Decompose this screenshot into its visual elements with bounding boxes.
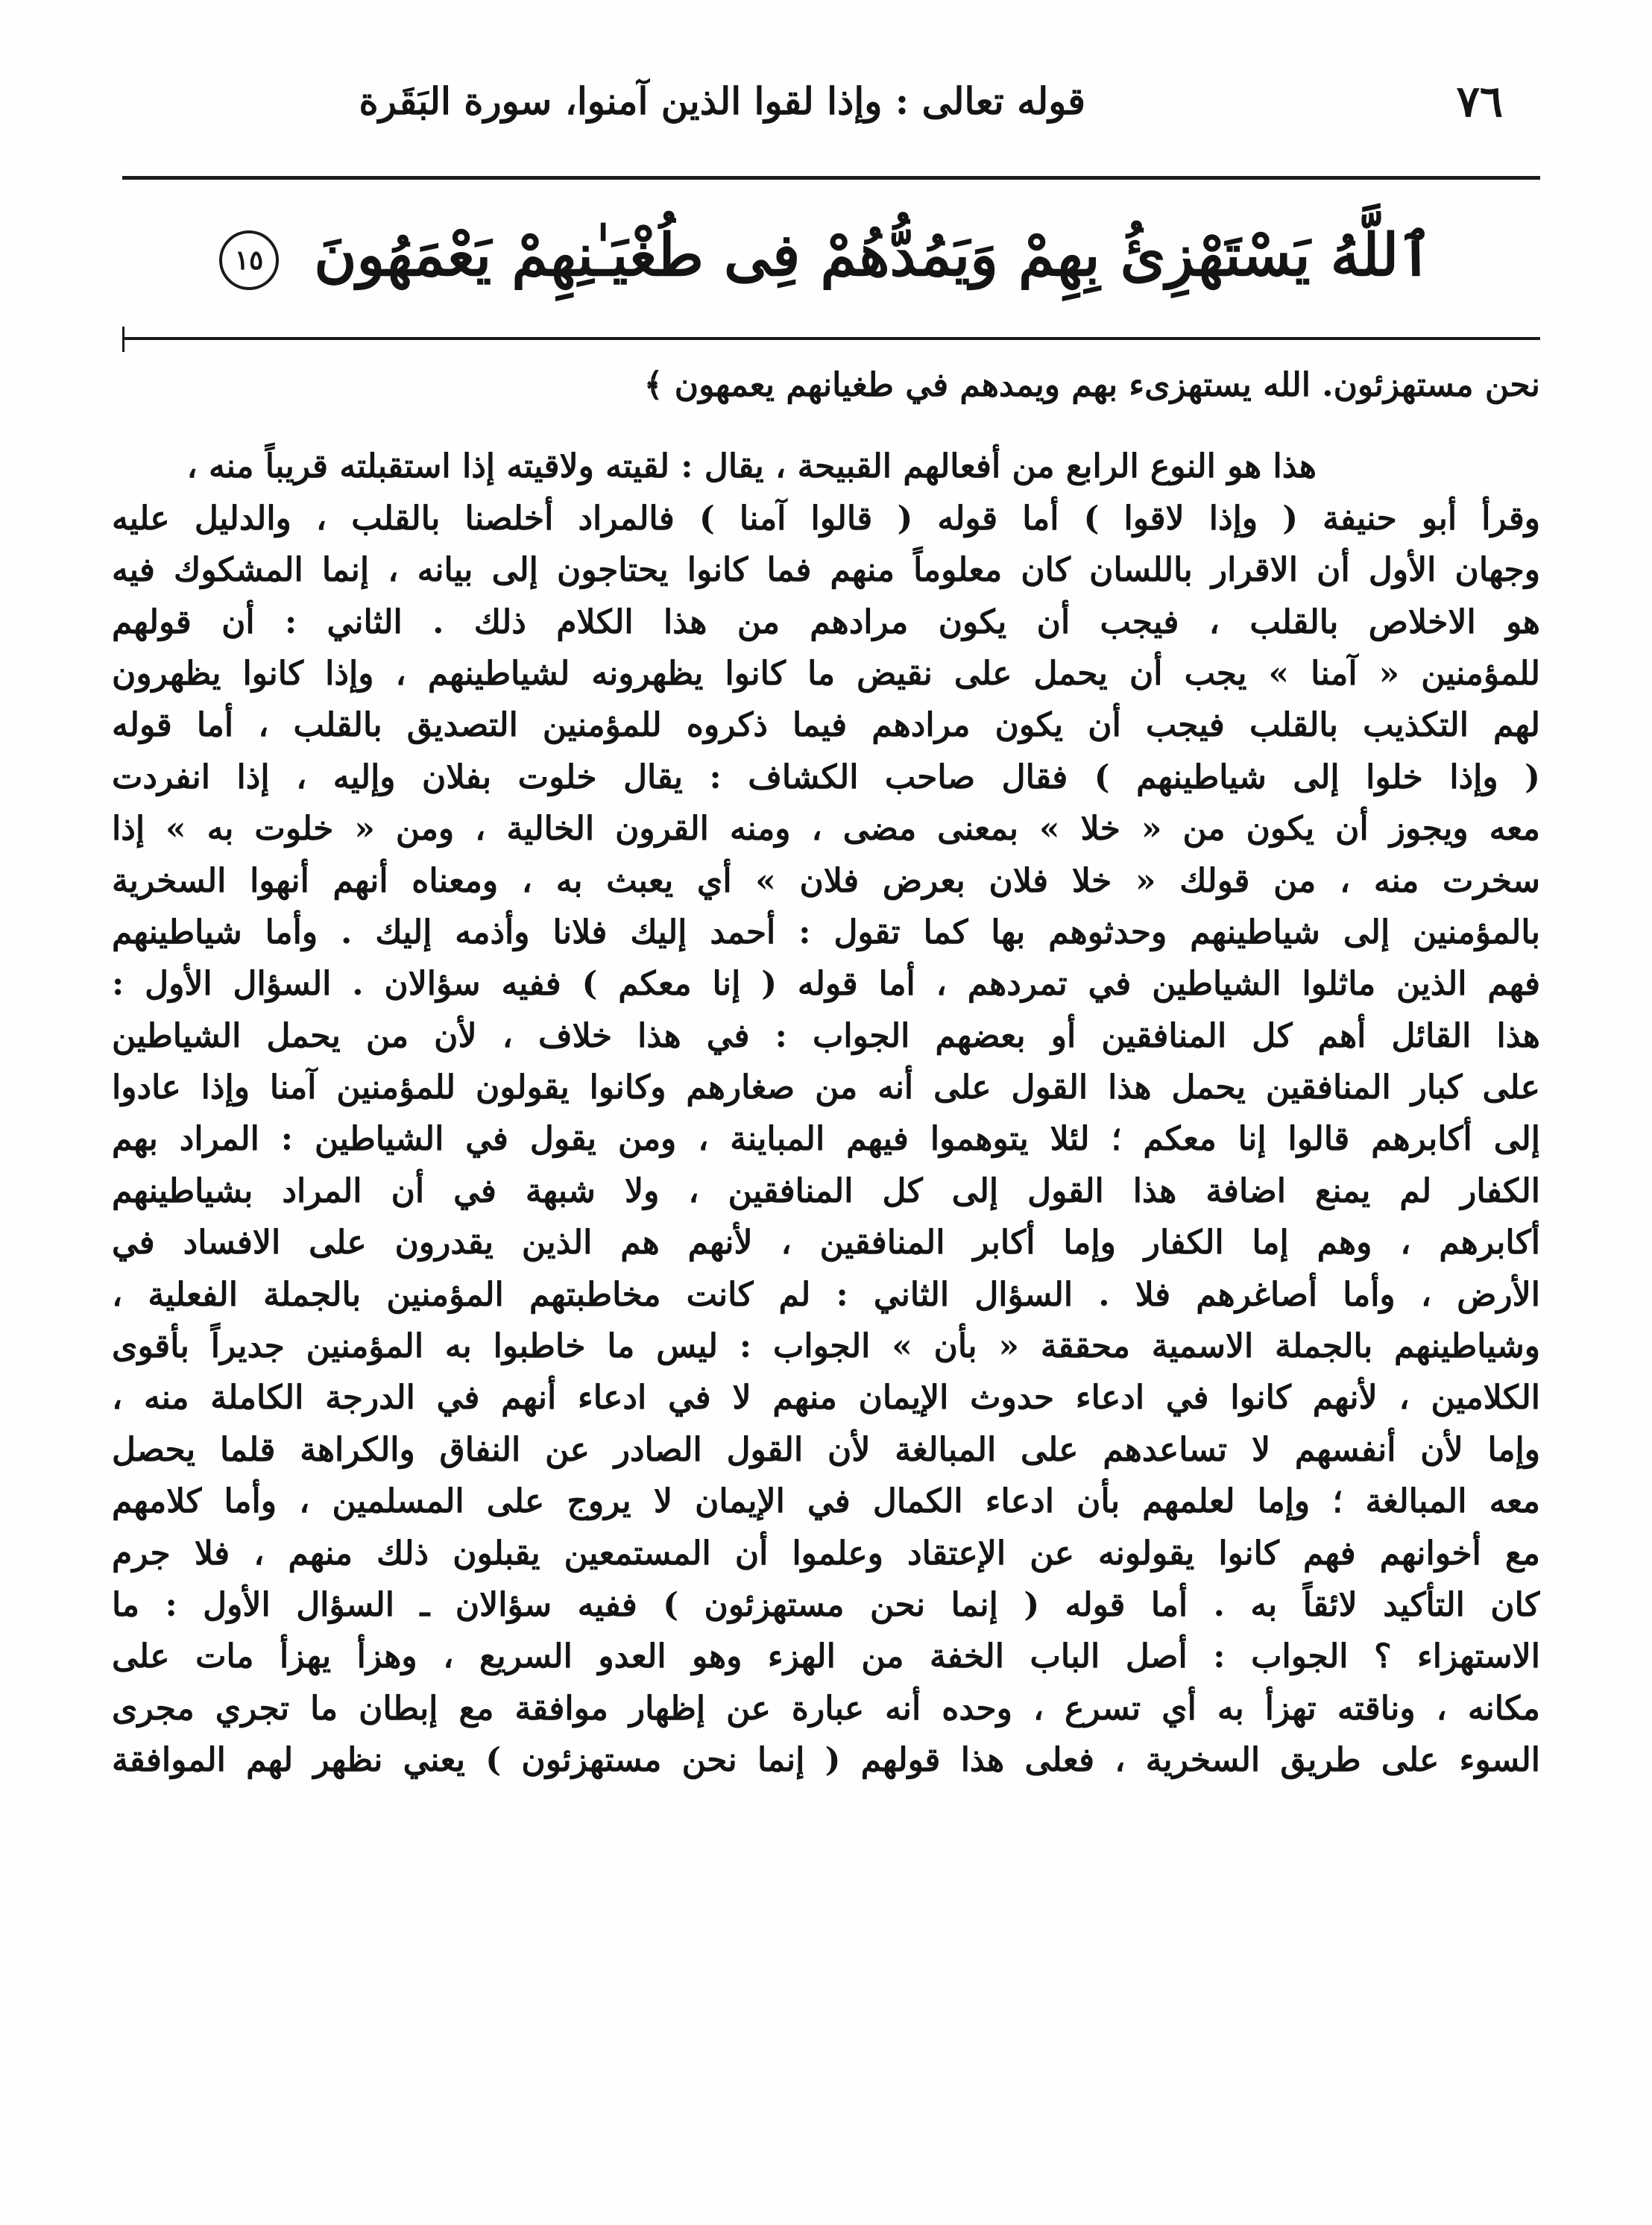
text-line xyxy=(112,1787,1540,1838)
text-line: فهم الذين ماثلوا الشياطين في تمردهم ، أما قوله ( إنا معكم ) ففيه سؤالان . السؤال الأول : xyxy=(112,965,1540,1004)
text-line: على كبار المنافقين يحمل هذا القول على أنه من صغارهم وكانوا يقولون للمؤمنين آمنا وإذا عادوا xyxy=(112,1069,1540,1107)
ayah-number-marker: ١٥ xyxy=(219,230,279,290)
text-line: ( وإذا خلوا إلى شياطينهم ) فقال صاحب الكشاف : يقال خلوت بفلان وإليه ، إذا انفردت xyxy=(112,758,1540,796)
running-title: قوله تعالى : وإذا لقوا الذين آمنوا، سورة البَقَرة xyxy=(359,79,1085,123)
text-line: هو الاخلاص بالقلب ، فيجب أن يكون مرادهم من هذا الكلام ذلك . الثاني : أن قولهم xyxy=(112,602,1540,641)
running-header xyxy=(112,69,1540,136)
text-line: مع أخوانهم فهم كانوا يقولونه عن الإعتقاد وعلموا أن المستمعين يقبلون ذلك منهم ، فلا جرم xyxy=(112,1534,1540,1573)
verse-text: ٱللَّهُ يَسْتَهْزِئُ بِهِمْ وَيَمُدُّهُمْ فِى طُغْيَـٰنِهِمْ يَعْمَهُونَ xyxy=(314,221,1433,289)
text-line: الكلامين ، لأنهم كانوا في ادعاء حدوث الإيمان منهم لا في ادعاء أنهم في الدرجة الكاملة منه ، xyxy=(112,1379,1540,1417)
text-line: هذا القائل أهم كل المنافقين أو بعضهم الجواب : في هذا خلاف ، لأن من يحمل الشياطين xyxy=(112,1016,1540,1055)
text-line: وشياطينهم بالجملة الاسمية محققة « بأن » الجواب : ليس ما خاطبوا به المؤمنين جديراً بأقوى xyxy=(112,1327,1540,1366)
text-line: سخرت منه ، من قولك « خلا فلان بعرض فلان » أي يعبث به ، ومعناه أنهم أنهوا السخرية xyxy=(112,861,1540,900)
text-line: إلى أكابرهم قالوا إنا معكم ؛ لئلا يتوهموا فيهم المباينة ، ومن يقول في الشياطين : المراد بهم xyxy=(112,1120,1540,1159)
text-line: معه ويجوز أن يكون من « خلا » بمعنى مضى ، ومنه القرون الخالية ، ومن « خلوت به » إذا xyxy=(112,810,1540,849)
quran-verse xyxy=(112,200,1540,312)
text-line: نحن مستهزئون. الله يستهزىء بهم ويمدهم في طغيانهم يعمهون ﴾ xyxy=(643,366,1540,404)
text-line: هذا هو النوع الرابع من أفعالهم القبيحة ، يقال : لقيته ولاقيته إذا استقبلته قريباً منه ، xyxy=(186,447,1317,486)
text-line: مكانه ، وناقته تهزأ به أي تسرع ، وحده أنه عبارة عن إظهار موافقة مع إبطان ما تجري مجرى xyxy=(112,1689,1540,1728)
text-line: الكفار لم يمنع اضافة هذا القول إلى كل المنافقين ، ولا شبهة في أن المراد بشياطينهم xyxy=(112,1171,1540,1210)
verse-divider xyxy=(122,337,1540,340)
text-line: كان التأكيد لائقاً به . أما قوله ( إنما نحن مستهزئون ) ففيه سؤالان ـ السؤال الأول : ما xyxy=(112,1585,1540,1624)
text-line: بالمؤمنين إلى شياطينهم وحدثوهم بها كما تقول : أحمد إليك فلانا وأذمه إليك . وأما شياطينهم xyxy=(112,913,1540,951)
text-line: وإما لأن أنفسهم لا تساعدهم على المبالغة لأن القول الصادر عن النفاق والكراهة قلما يحصل xyxy=(112,1430,1540,1469)
text-line: أكابرهم ، وهم إما الكفار وإما أكابر المنافقين ، لأنهم هم الذين يقدرون على الافساد في xyxy=(112,1224,1540,1262)
text-line: الأرض ، وأما أصاغرهم فلا . السؤال الثاني : لم كانت مخاطبتهم المؤمنين بالجملة الفعلية ، xyxy=(112,1275,1540,1314)
text-line: السوء على طريق السخرية ، فعلى هذا قولهم ( إنما نحن مستهزئون ) يعني نظهر لهم الموافقة xyxy=(112,1741,1540,1780)
header-divider xyxy=(122,176,1540,180)
page-number: ٧٦ xyxy=(1456,76,1503,127)
commentary-text xyxy=(112,359,1540,1838)
text-line: معه المبالغة ؛ وإما لعلمهم بأن ادعاء الكمال في الإيمان لا يروج على المسلمين ، وأما كلامهم xyxy=(112,1482,1540,1521)
text-line: وقرأ أبو حنيفة ( وإذا لاقوا ) أما قوله ( قالوا آمنا ) فالمراد أخلصنا بالقلب ، والدليل عليه xyxy=(112,499,1540,538)
text-line: الاستهزاء ؟ الجواب : أصل الباب الخفة من الهزء وهو العدو السريع ، وهزأ يهزأ مات على xyxy=(112,1637,1540,1676)
paragraph-gap xyxy=(112,411,1540,441)
text-line: لهم التكذيب بالقلب فيجب أن يكون مرادهم فيما ذكروه للمؤمنين التصديق بالقلب ، أما قوله xyxy=(112,706,1540,745)
text-line: للمؤمنين « آمنا » يجب أن يحمل على نقيض ما كانوا يظهرونه لشياطينهم ، وإذا كانوا يظهرون xyxy=(112,654,1540,693)
text-line: وجهان الأول أن الاقرار باللسان كان معلوماً منهم فما كانوا يحتاجون إلى بيانه ، إنما المشكوك فيه xyxy=(112,551,1540,590)
